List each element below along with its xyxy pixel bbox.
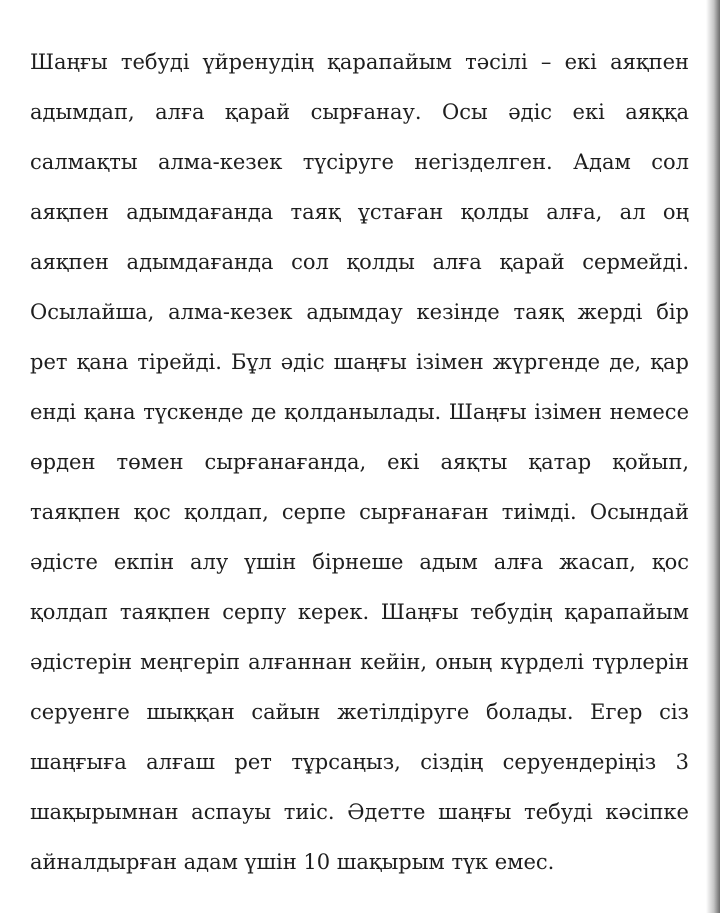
paragraph-line: аяқпен адымдағанда сол қолды алға қарай сермейді. — [30, 250, 689, 274]
paragraph-line: Шаңғы тебуді үйренудің қарапайым тәсілі – екі аяқпен — [30, 50, 689, 74]
paragraph-line: рет қана тірейді. Бұл әдіс шаңғы ізімен жүргенде де, қар — [30, 350, 689, 374]
paragraph-line: айналдырған адам үшін 10 шақырым түк емес. — [30, 850, 555, 874]
paragraph-line: адымдап, алға қарай сырғанау. Осы әдіс екі аяққа — [30, 100, 689, 124]
paragraph-line: салмақты алма-кезек түсіруге негізделген. Адам сол — [30, 150, 689, 174]
paragraph-line: өрден төмен сырғанағанда, екі аяқты қатар қойып, — [30, 450, 689, 474]
paragraph-line: әдісте екпін алу үшін бірнеше адым алға жасап, қос — [30, 550, 689, 574]
paragraph-line: таяқпен қос қолдап, серпе сырғанаған тиімді. Осындай — [30, 500, 689, 524]
paragraph-line: Осылайша, алма-кезек адымдау кезінде таяқ жерді бір — [30, 300, 689, 324]
paragraph-line: серуенге шыққан сайын жетілдіруге болады. Егер сіз — [30, 700, 689, 724]
paragraph-line: қолдап таяқпен серпу керек. Шаңғы тебудің қарапайым — [30, 600, 689, 624]
paragraph-line: әдістерін меңгеріп алғаннан кейін, оның күрделі түрлерін — [30, 650, 689, 674]
paragraph-line: енді қана түскенде де қолданылады. Шаңғы ізімен немесе — [30, 400, 689, 424]
paragraph-line: шақырымнан аспауы тиіс. Әдетте шаңғы тебуді кәсіпке — [30, 800, 689, 824]
body-paragraph — [30, 37, 689, 887]
paragraph-line: аяқпен адымдағанда таяқ ұстаған қолды алға, ал оң — [30, 200, 689, 224]
paragraph-line: шаңғыға алғаш рет тұрсаңыз, сіздің серуендеріңіз 3 — [30, 750, 689, 774]
page-edge-shadow — [706, 0, 720, 913]
